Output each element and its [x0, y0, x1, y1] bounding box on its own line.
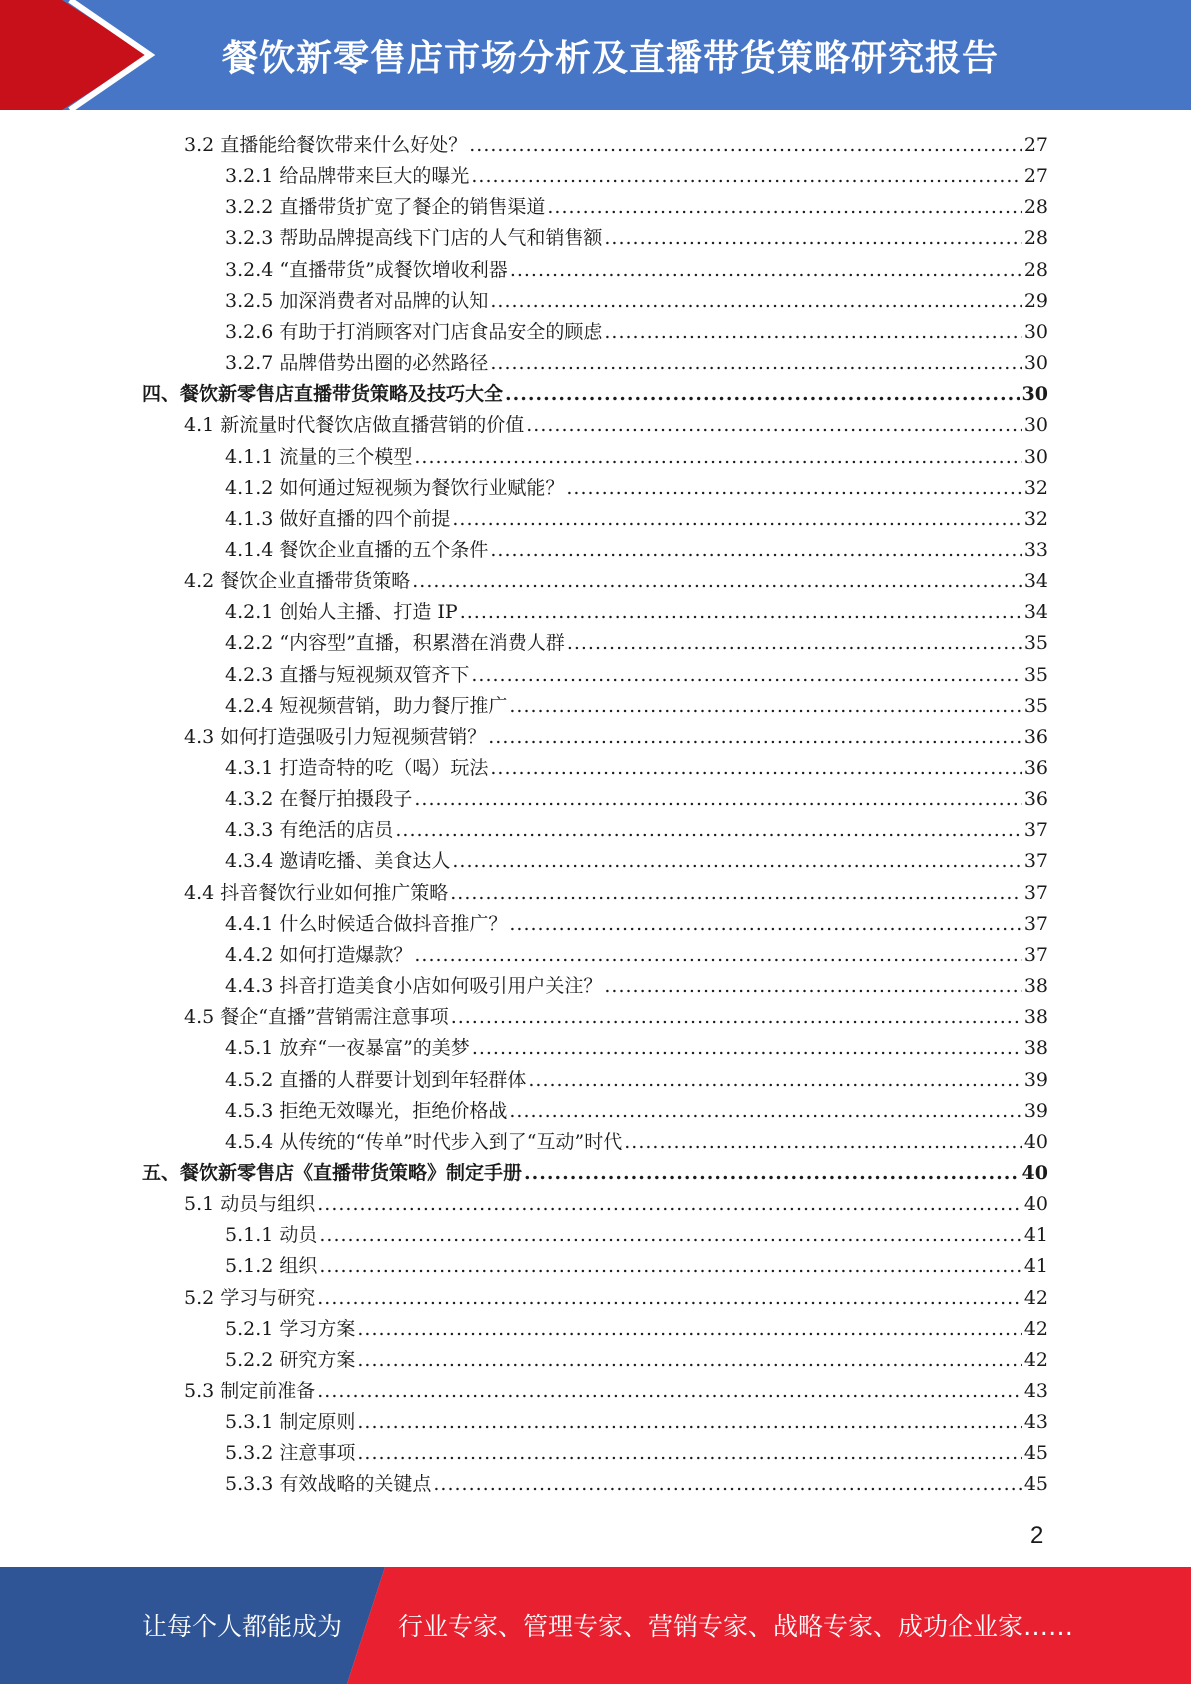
footer-slogan-left: 让每个人都能成为	[142, 1612, 343, 1641]
toc-entry-page: 37	[1023, 850, 1048, 873]
toc-leader-dots	[452, 507, 1021, 531]
toc-leader-dots	[471, 663, 1021, 687]
toc-entry-title: 4.4 抖音餐饮行业如何推广策略	[184, 881, 449, 904]
toc-leader-dots	[624, 1130, 1022, 1154]
toc-entry-page: 38	[1023, 1006, 1048, 1029]
toc-entry-title: 4.1.1 流量的三个模型	[225, 445, 413, 468]
toc-entry-title: 3.2.4 “直播带货”成餐饮增收利器	[225, 258, 508, 281]
toc-entry-page: 28	[1023, 258, 1048, 281]
toc-entry-title: 5.2.1 学习方案	[225, 1317, 356, 1340]
toc-entry[interactable]	[184, 1372, 1048, 1403]
toc-entry[interactable]	[225, 313, 1048, 344]
toc-entry[interactable]	[184, 998, 1048, 1029]
toc-leader-dots	[510, 258, 1022, 282]
toc-entry-page: 35	[1023, 632, 1048, 655]
toc-leader-dots	[460, 600, 1022, 624]
toc-entry-page: 41	[1023, 1224, 1048, 1247]
toc-entry[interactable]	[184, 406, 1048, 437]
toc-leader-dots	[509, 912, 1021, 936]
toc-entry-title: 5.3.1 制定原则	[225, 1411, 356, 1434]
toc-entry-title: 5.2.2 研究方案	[225, 1348, 356, 1371]
toc-entry[interactable]	[225, 687, 1048, 718]
toc-entry-page: 40	[1023, 1130, 1048, 1153]
toc-entry[interactable]	[184, 562, 1048, 593]
header-arrow-decoration	[0, 0, 170, 110]
toc-leader-dots	[450, 881, 1022, 905]
toc-leader-dots	[469, 133, 1022, 157]
toc-leader-dots	[567, 631, 1022, 655]
toc-entry[interactable]	[225, 624, 1048, 655]
toc-entry-title: 3.2 直播能给餐饮带来什么好处？	[184, 134, 468, 156]
toc-entry-title: 3.2.3 帮助品牌提高线下门店的人气和销售额	[225, 227, 603, 250]
toc-entry-page: 33	[1023, 538, 1048, 561]
toc-entry[interactable]	[225, 842, 1048, 873]
toc-entry-title: 4.3.4 邀请吃播、美食达人	[225, 850, 451, 873]
toc-entry[interactable]	[225, 936, 1048, 967]
toc-entry[interactable]	[225, 905, 1048, 936]
toc-entry[interactable]	[225, 1341, 1048, 1372]
toc-entry-page: 36	[1023, 757, 1048, 779]
toc-leader-dots	[317, 1379, 1022, 1403]
toc-entry[interactable]	[225, 1310, 1048, 1341]
toc-entry[interactable]	[225, 1123, 1048, 1154]
toc-entry[interactable]	[225, 157, 1048, 188]
toc-entry-page: 30	[1023, 352, 1048, 375]
toc-entry-title: 5.3.2 注意事项	[225, 1442, 356, 1465]
toc-entry-title: 4.4.2 如何打造爆款？	[225, 943, 413, 966]
toc-entry[interactable]	[225, 749, 1048, 780]
toc-entry[interactable]	[225, 811, 1048, 842]
toc-entry-title: 4.3 如何打造强吸引力短视频营销？	[184, 725, 487, 748]
toc-leader-dots	[528, 1068, 1021, 1092]
toc-entry[interactable]	[225, 1434, 1048, 1465]
toc-entry-title: 3.2.7 品牌借势出圈的必然路径	[225, 352, 489, 375]
toc-entry[interactable]	[225, 780, 1048, 811]
toc-entry[interactable]	[225, 531, 1048, 562]
toc-leader-dots	[452, 849, 1021, 873]
toc-leader-dots	[414, 445, 1021, 469]
page-number: 2	[1030, 1522, 1044, 1549]
toc-entry-title: 4.1.3 做好直播的四个前提	[225, 507, 451, 530]
toc-leader-dots	[488, 725, 1022, 749]
toc-entry-title: 5.3 制定前准备	[184, 1380, 316, 1402]
toc-entry-title: 5.1 动员与组织	[184, 1193, 316, 1216]
toc-leader-dots	[490, 351, 1021, 375]
toc-leader-dots	[547, 195, 1021, 219]
toc-entry-title: 3.2.5 加深消费者对品牌的认知	[225, 289, 489, 312]
toc-entry[interactable]	[184, 718, 1048, 749]
toc-leader-dots	[509, 1099, 1021, 1123]
toc-entry-page: 38	[1023, 1037, 1048, 1060]
toc-entry-page: 35	[1023, 663, 1048, 686]
toc-entry-title: 4.4.3 抖音打造美食小店如何吸引用户关注？	[225, 975, 603, 998]
toc-entry-page: 42	[1023, 1348, 1048, 1371]
toc-entry[interactable]	[225, 1247, 1048, 1278]
page-footer	[0, 1567, 1191, 1684]
toc-leader-dots	[414, 943, 1021, 967]
toc-leader-dots	[451, 1005, 1022, 1029]
toc-leader-dots	[414, 787, 1021, 811]
toc-leader-dots	[509, 694, 1021, 718]
toc-entry[interactable]	[225, 967, 1048, 998]
toc-entry[interactable]	[225, 1029, 1048, 1060]
toc-entry-title: 5.3.3 有效战略的关键点	[225, 1473, 432, 1496]
toc-entry-page: 42	[1023, 1317, 1048, 1340]
toc-entry-title: 5.1.1 动员	[225, 1224, 318, 1247]
toc-leader-dots	[319, 1254, 1021, 1278]
toc-entry-title: 4.3.3 有绝活的店员	[225, 819, 394, 842]
toc-entry-page: 40	[1021, 1161, 1048, 1184]
toc-entry-title: 4.5 餐企“直播”营销需注意事项	[184, 1006, 449, 1029]
toc-entry-title: 4.3.2 在餐厅拍摄段子	[225, 788, 413, 811]
toc-entry[interactable]	[225, 344, 1048, 375]
toc-leader-dots	[526, 413, 1022, 437]
toc-leader-dots	[412, 569, 1022, 593]
toc-entry-page: 32	[1023, 476, 1048, 499]
page-header	[0, 0, 1191, 110]
toc-leader-dots	[604, 320, 1021, 344]
toc-leader-dots	[490, 289, 1021, 313]
toc-entry-title: 4.3.1 打造奇特的吃（喝）玩法	[225, 757, 489, 779]
toc-entry[interactable]	[225, 282, 1048, 313]
toc-entry-page: 39	[1023, 1068, 1048, 1091]
toc-entry-page: 35	[1023, 694, 1048, 717]
toc-entry-page: 37	[1023, 819, 1048, 842]
toc-entry-title: 4.2 餐饮企业直播带货策略	[184, 570, 411, 593]
toc-entry-page: 28	[1023, 227, 1048, 250]
toc-entry-title: 4.2.4 短视频营销，助力餐厅推广	[225, 694, 508, 717]
toc-entry[interactable]	[142, 1154, 1048, 1185]
toc-leader-dots	[433, 1472, 1021, 1496]
toc-entry-title: 4.5.4 从传统的“传单”时代步入到了“互动”时代	[225, 1130, 623, 1153]
toc-entry-page: 45	[1023, 1473, 1048, 1496]
toc-entry[interactable]	[225, 1216, 1048, 1247]
toc-leader-dots	[490, 538, 1021, 562]
toc-entry[interactable]	[142, 375, 1048, 406]
toc-entry-page: 29	[1023, 289, 1048, 312]
header-title: 餐饮新零售店市场分析及直播带货策略研究报告	[222, 38, 1000, 79]
toc-entry-title: 4.2.1 创始人主播、打造 IP	[225, 601, 458, 624]
toc-leader-dots	[395, 818, 1021, 842]
toc-entry[interactable]	[184, 126, 1048, 157]
toc-entry-page: 34	[1023, 570, 1048, 593]
toc-leader-dots	[357, 1317, 1021, 1341]
toc-leader-dots	[505, 382, 1020, 406]
toc-entry-page: 36	[1023, 725, 1048, 748]
toc-leader-dots	[317, 1192, 1022, 1216]
toc-entry[interactable]	[225, 469, 1048, 500]
toc-leader-dots	[490, 756, 1021, 780]
toc-entry[interactable]	[225, 438, 1048, 469]
toc-leader-dots	[566, 476, 1021, 500]
toc-entry-title: 3.2.2 直播带货扩宽了餐企的销售渠道	[225, 196, 546, 219]
toc-entry[interactable]	[225, 593, 1048, 624]
toc-entry-page: 27	[1023, 134, 1048, 156]
toc-entry-title: 4.4.1 什么时候适合做抖音推广？	[225, 912, 508, 935]
toc-entry-page: 39	[1023, 1099, 1048, 1122]
toc-leader-dots	[357, 1348, 1021, 1372]
toc-entry-page: 37	[1023, 881, 1048, 904]
toc-entry-title: 5.1.2 组织	[225, 1255, 318, 1278]
toc-entry-title: 四、餐饮新零售店直播带货策略及技巧大全	[142, 383, 504, 406]
toc-entry-title: 4.1.2 如何通过短视频为餐饮行业赋能？	[225, 476, 565, 499]
toc-entry[interactable]	[225, 188, 1048, 219]
toc-entry-page: 41	[1023, 1255, 1048, 1278]
toc-entry-page: 37	[1023, 912, 1048, 935]
toc-entry[interactable]	[184, 1279, 1048, 1310]
toc-entry-title: 4.5.3 拒绝无效曝光，拒绝价格战	[225, 1099, 508, 1122]
toc-entry-title: 五、餐饮新零售店《直播带货策略》制定手册	[142, 1161, 523, 1184]
toc-leader-dots	[472, 1036, 1022, 1060]
toc-leader-dots	[357, 1441, 1021, 1465]
toc-entry-title: 4.2.2 “内容型”直播，积累潜在消费人群	[225, 632, 565, 655]
toc-entry-page: 38	[1023, 975, 1048, 998]
toc-entry-page: 45	[1023, 1442, 1048, 1465]
toc-entry[interactable]	[225, 219, 1048, 250]
toc-entry-page: 40	[1023, 1193, 1048, 1216]
toc-leader-dots	[604, 974, 1021, 998]
toc-leader-dots	[604, 226, 1021, 250]
toc-leader-dots	[317, 1286, 1022, 1310]
toc-entry[interactable]	[225, 251, 1048, 282]
toc-entry-title: 3.2.6 有助于打消顾客对门店食品安全的顾虑	[225, 320, 603, 343]
toc-entry-title: 5.2 学习与研究	[184, 1286, 316, 1309]
toc-entry-page: 30	[1023, 414, 1048, 437]
toc-entry[interactable]	[225, 1403, 1048, 1434]
toc-entry-title: 4.2.3 直播与短视频双管齐下	[225, 663, 470, 686]
toc-entry-title: 3.2.1 给品牌带来巨大的曝光	[225, 165, 470, 188]
toc-entry-page: 27	[1023, 165, 1048, 188]
toc-entry-page: 34	[1023, 601, 1048, 624]
toc-entry-page: 36	[1023, 788, 1048, 811]
toc-leader-dots	[471, 164, 1021, 188]
footer-slogan-right: 行业专家、管理专家、营销专家、战略专家、成功企业家……	[398, 1612, 1074, 1641]
toc-entry[interactable]	[184, 1185, 1048, 1216]
toc-leader-dots	[357, 1410, 1021, 1434]
toc-entry-page: 43	[1023, 1411, 1048, 1434]
toc-entry-page: 42	[1023, 1286, 1048, 1309]
toc-entry-page: 28	[1023, 196, 1048, 219]
toc-entry[interactable]	[225, 500, 1048, 531]
toc-entry-page: 37	[1023, 943, 1048, 966]
toc-entry-page: 30	[1023, 445, 1048, 468]
toc-entry-title: 4.1.4 餐饮企业直播的五个条件	[225, 538, 489, 561]
toc-entry-title: 4.1 新流量时代餐饮店做直播营销的价值	[184, 414, 525, 437]
toc-entry-page: 30	[1023, 320, 1048, 343]
toc-entry[interactable]	[184, 874, 1048, 905]
toc-entry[interactable]	[225, 1092, 1048, 1123]
toc-entry-page: 32	[1023, 507, 1048, 530]
toc-entry[interactable]	[225, 1465, 1048, 1496]
toc-leader-dots	[524, 1161, 1020, 1185]
toc-entry-page: 30	[1021, 383, 1048, 406]
toc-leader-dots	[319, 1223, 1021, 1247]
toc-entry-page: 43	[1023, 1380, 1048, 1402]
toc-entry-title: 4.5.1 放弃“一夜暴富”的美梦	[225, 1037, 470, 1060]
toc-entry[interactable]	[225, 1061, 1048, 1092]
toc-entry-title: 4.5.2 直播的人群要计划到年轻群体	[225, 1068, 527, 1091]
toc-entry[interactable]	[225, 656, 1048, 687]
